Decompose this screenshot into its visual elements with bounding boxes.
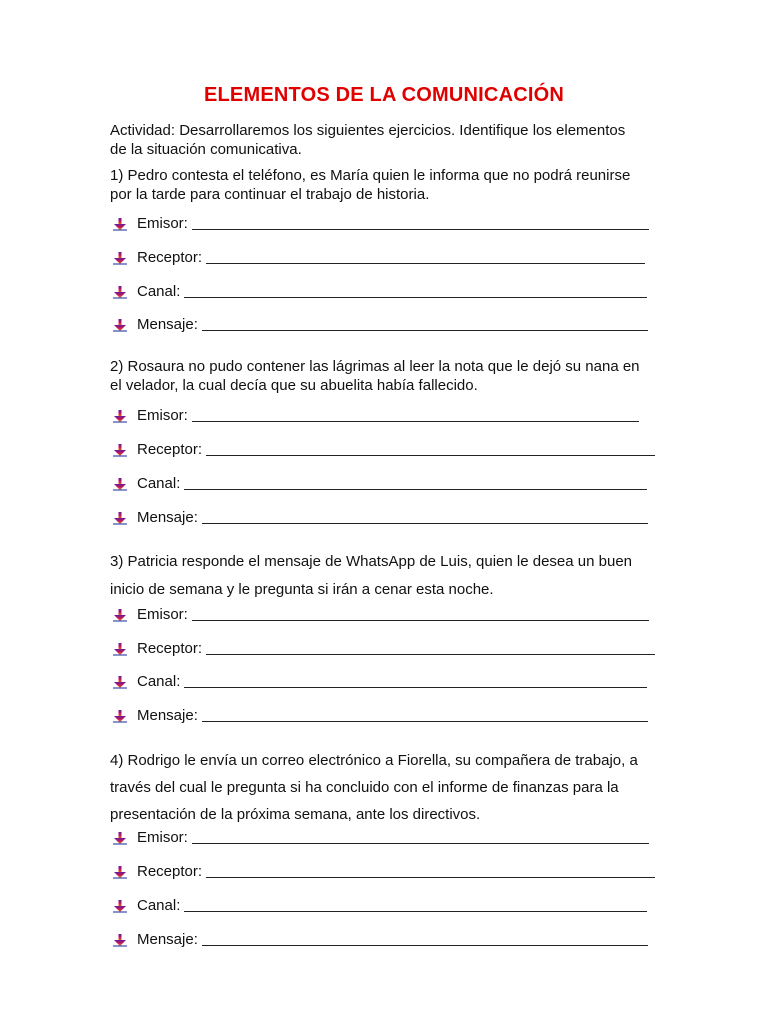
- exercise-4-emisor: [113, 826, 649, 846]
- receptor-answer-line[interactable]: [206, 640, 655, 655]
- receptor-answer-line[interactable]: [206, 863, 655, 878]
- instruction-line: de la situación comunicativa.: [110, 141, 302, 158]
- arrow-down-bullet-icon: [113, 831, 127, 845]
- exercise-4-prompt: [110, 747, 660, 828]
- canal-answer-line[interactable]: [184, 475, 647, 490]
- emisor-label: Emisor:: [137, 829, 188, 846]
- arrow-down-bullet-icon: [113, 675, 127, 689]
- prompt-line: través del cual le pregunta si ha concluido con el informe de finanzas para la: [110, 779, 619, 796]
- arrow-down-bullet-icon: [113, 409, 127, 423]
- instruction-text: [110, 121, 660, 159]
- exercise-2-emisor: [113, 404, 639, 424]
- arrow-down-bullet-icon: [113, 217, 127, 231]
- canal-label: Canal:: [137, 673, 181, 690]
- prompt-line: 2) Rosaura no pudo contener las lágrimas al leer la nota que le dejó su nana en: [110, 358, 640, 375]
- arrow-down-bullet-icon: [113, 477, 127, 491]
- exercise-2-mensaje: [113, 506, 648, 526]
- emisor-label: Emisor:: [137, 606, 188, 623]
- mensaje-answer-line[interactable]: [202, 931, 648, 946]
- arrow-down-bullet-icon: [113, 709, 127, 723]
- emisor-label: Emisor:: [137, 215, 188, 232]
- mensaje-answer-line[interactable]: [202, 707, 648, 722]
- emisor-answer-line[interactable]: [192, 407, 639, 422]
- arrow-down-bullet-icon: [113, 865, 127, 879]
- arrow-down-bullet-icon: [113, 318, 127, 332]
- exercise-1-mensaje: [113, 313, 648, 333]
- canal-label: Canal:: [137, 475, 181, 492]
- prompt-line: por la tarde para continuar el trabajo de historia.: [110, 186, 430, 203]
- exercise-4-mensaje: [113, 928, 648, 948]
- exercise-4-receptor: [113, 860, 655, 880]
- emisor-answer-line[interactable]: [192, 829, 649, 844]
- mensaje-answer-line[interactable]: [202, 316, 648, 331]
- exercise-1-receptor: [113, 246, 645, 266]
- prompt-line: presentación de la próxima semana, ante los directivos.: [110, 806, 481, 823]
- exercise-3-receptor: [113, 637, 655, 657]
- mensaje-answer-line[interactable]: [202, 509, 648, 524]
- exercise-3-emisor: [113, 603, 649, 623]
- arrow-down-bullet-icon: [113, 443, 127, 457]
- arrow-down-bullet-icon: [113, 285, 127, 299]
- receptor-label: Receptor:: [137, 640, 203, 657]
- arrow-down-bullet-icon: [113, 251, 127, 265]
- exercise-1-prompt: [110, 166, 660, 204]
- prompt-line: 4) Rodrigo le envía un correo electrónico a Fiorella, su compañera de trabajo, a: [110, 752, 638, 769]
- exercise-3-mensaje: [113, 704, 648, 724]
- receptor-label: Receptor:: [137, 441, 203, 458]
- exercise-2-receptor: [113, 438, 655, 458]
- prompt-line: 3) Patricia responde el mensaje de WhatsApp de Luis, quien le desea un buen: [110, 553, 633, 570]
- mensaje-label: Mensaje:: [137, 931, 198, 948]
- prompt-line: inicio de semana y le pregunta si irán a cenar esta noche.: [110, 581, 494, 598]
- canal-answer-line[interactable]: [184, 283, 647, 298]
- page-title: ELEMENTOS DE LA COMUNICACIÓN: [203, 84, 565, 106]
- arrow-down-bullet-icon: [113, 608, 127, 622]
- receptor-label: Receptor:: [137, 863, 203, 880]
- exercise-3-canal: [113, 670, 647, 690]
- receptor-answer-line[interactable]: [206, 249, 645, 264]
- exercise-3-prompt: [110, 548, 660, 604]
- canal-label: Canal:: [137, 897, 181, 914]
- emisor-answer-line[interactable]: [192, 215, 649, 230]
- receptor-label: Receptor:: [137, 249, 203, 266]
- canal-answer-line[interactable]: [184, 673, 647, 688]
- arrow-down-bullet-icon: [113, 642, 127, 656]
- emisor-answer-line[interactable]: [192, 606, 649, 621]
- exercise-2-prompt: [110, 357, 660, 395]
- mensaje-label: Mensaje:: [137, 509, 198, 526]
- canal-answer-line[interactable]: [184, 897, 647, 912]
- exercise-1-canal: [113, 280, 647, 300]
- mensaje-label: Mensaje:: [137, 707, 198, 724]
- receptor-answer-line[interactable]: [206, 441, 655, 456]
- arrow-down-bullet-icon: [113, 899, 127, 913]
- exercise-2-canal: [113, 472, 647, 492]
- emisor-label: Emisor:: [137, 407, 188, 424]
- prompt-line: 1) Pedro contesta el teléfono, es María quien le informa que no podrá reunirse: [110, 167, 631, 184]
- mensaje-label: Mensaje:: [137, 316, 198, 333]
- instruction-line: Actividad: Desarrollaremos los siguientes ejercicios. Identifique los elementos: [110, 122, 626, 139]
- arrow-down-bullet-icon: [113, 933, 127, 947]
- canal-label: Canal:: [137, 283, 181, 300]
- prompt-line: el velador, la cual decía que su abuelita había fallecido.: [110, 377, 478, 394]
- exercise-1-emisor: [113, 212, 649, 232]
- exercise-4-canal: [113, 894, 647, 914]
- arrow-down-bullet-icon: [113, 511, 127, 525]
